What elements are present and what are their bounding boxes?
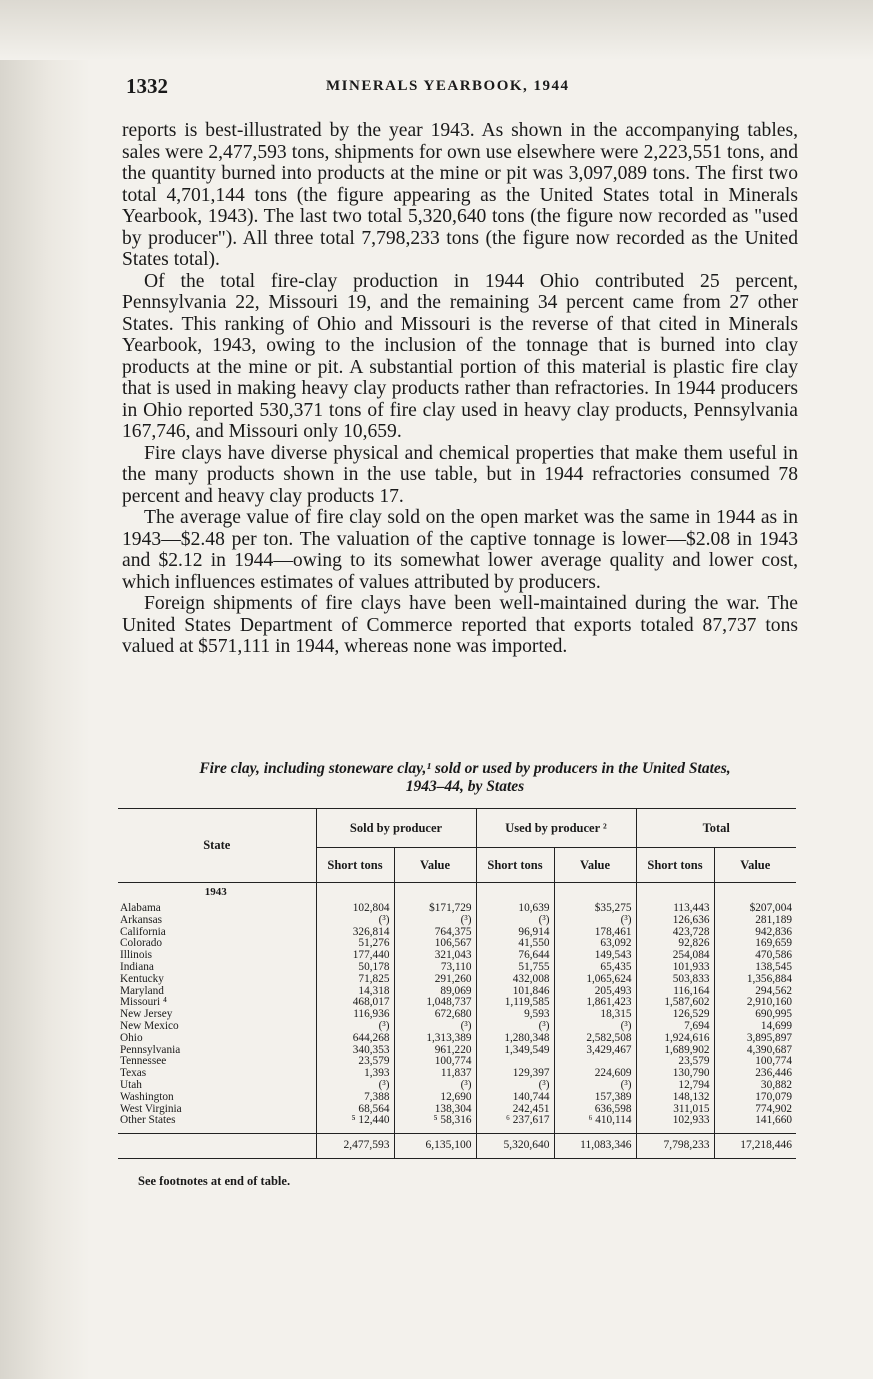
cell-total-value: 169,659: [714, 938, 796, 950]
cell-used-tons: 1,119,585: [476, 997, 554, 1009]
cell-sold-tons: 1,393: [316, 1068, 394, 1080]
cell-sold-value: 89,069: [394, 986, 476, 998]
cell-used-tons: 101,846: [476, 986, 554, 998]
cell-used-tons: 9,593: [476, 1009, 554, 1021]
state-name: New Jersey: [120, 1008, 173, 1021]
cell-used-tons: 10,639: [476, 903, 554, 915]
column-header-sold-tons: Short tons: [316, 848, 394, 883]
table-row: [118, 1033, 796, 1045]
page-number: 1332: [126, 74, 168, 98]
state-name: Pennsylvania: [120, 1043, 181, 1056]
cell-total-tons: 1,924,616: [636, 1033, 714, 1045]
table-row: [118, 974, 796, 986]
state-name: Colorado: [120, 937, 163, 950]
cell-used-tons: 41,550: [476, 938, 554, 950]
state-name: Washington: [120, 1090, 174, 1103]
state-name: Indiana: [120, 960, 154, 973]
cell-sold-value: $171,729: [394, 903, 476, 915]
state-name: Tennessee: [120, 1055, 167, 1068]
cell-total-tons: 148,132: [636, 1092, 714, 1104]
state-name: Missouri ⁴: [120, 996, 167, 1009]
cell-sold-tons: 177,440: [316, 950, 394, 962]
cell-used-value: 63,092: [554, 938, 636, 950]
cell-sold-tons: 51,276: [316, 938, 394, 950]
cell-used-tons: 1,349,549: [476, 1045, 554, 1057]
cell-total-value: 141,660: [714, 1115, 796, 1127]
column-header-state: State: [118, 809, 316, 883]
column-header-sold-value: Value: [394, 848, 476, 883]
state-name: Illinois: [120, 949, 153, 962]
cell-sold-value: (³): [394, 1021, 476, 1033]
cell-total-tons: 23,579: [636, 1056, 714, 1068]
cell-sold-value: 291,260: [394, 974, 476, 986]
column-group-used: Used by producer ²: [476, 809, 636, 848]
table-row: [118, 1092, 796, 1104]
cell-used-tons: 51,755: [476, 962, 554, 974]
total-total-tons: 7,798,233: [636, 1134, 714, 1159]
cell-total-value: 236,446: [714, 1068, 796, 1080]
cell-sold-value: ⁵ 58,316: [394, 1115, 476, 1127]
column-header-total-value: Value: [714, 848, 796, 883]
table-row: [118, 1021, 796, 1033]
cell-sold-value: 100,774: [394, 1056, 476, 1068]
state-name: Utah: [120, 1078, 142, 1091]
cell-total-value: 4,390,687: [714, 1045, 796, 1057]
cell-sold-value: (³): [394, 915, 476, 927]
state-name: Other States: [120, 1114, 176, 1127]
cell-sold-tons: 326,814: [316, 927, 394, 939]
cell-total-value: 942,836: [714, 927, 796, 939]
cell-total-tons: 101,933: [636, 962, 714, 974]
cell-total-value: 294,562: [714, 986, 796, 998]
cell-total-tons: 254,084: [636, 950, 714, 962]
table-row: [118, 1115, 796, 1127]
cell-sold-value: 106,567: [394, 938, 476, 950]
cell-total-tons: 113,443: [636, 903, 714, 915]
table-caption: [120, 760, 810, 796]
cell-used-tons: (³): [476, 915, 554, 927]
table-row: [118, 1080, 796, 1092]
cell-total-value: $207,004: [714, 903, 796, 915]
table-caption-line: 1943–44, by States: [405, 778, 525, 795]
total-used-value: 11,083,346: [554, 1134, 636, 1159]
state-name: Arkansas: [120, 913, 163, 926]
column-group-total: Total: [636, 809, 796, 848]
state-name: Ohio: [120, 1031, 143, 1044]
paragraph: The average value of fire clay sold on the open market was the same in 1944 as in 1943—$2.48 per ton. The valuation of the captive tonnage is lower—$2.08 in 1943 and $2.12 in 1944—owing to its somewhat lower average quality and lower cost, which influences estimates of values attributed by producers.: [122, 507, 798, 593]
cell-used-tons: 242,451: [476, 1104, 554, 1116]
cell-used-value: 18,315: [554, 1009, 636, 1021]
cell-used-value: (³): [554, 1021, 636, 1033]
cell-total-tons: 12,794: [636, 1080, 714, 1092]
cell-sold-tons: 7,388: [316, 1092, 394, 1104]
cell-used-tons: 140,744: [476, 1092, 554, 1104]
footnote-reference: See footnotes at end of table.: [138, 1174, 291, 1188]
column-header-used-tons: Short tons: [476, 848, 554, 883]
cell-total-value: 470,586: [714, 950, 796, 962]
table-caption-line: Fire clay, including stoneware clay,¹ sold or used by producers in the United States,: [199, 760, 731, 777]
journal-title: MINERALS YEARBOOK, 1944: [326, 78, 570, 94]
cell-total-tons: 116,164: [636, 986, 714, 998]
cell-sold-tons: 468,017: [316, 997, 394, 1009]
year-label: 1943: [204, 886, 227, 899]
cell-used-value: 178,461: [554, 927, 636, 939]
cell-sold-value: 138,304: [394, 1104, 476, 1116]
cell-sold-value: 961,220: [394, 1045, 476, 1057]
cell-sold-tons: 340,353: [316, 1045, 394, 1057]
column-header-used-value: Value: [554, 848, 636, 883]
cell-sold-value: 11,837: [394, 1068, 476, 1080]
body-text: [122, 120, 798, 658]
cell-used-value: 1,861,423: [554, 997, 636, 1009]
state-name: Texas: [120, 1067, 147, 1080]
cell-total-tons: 503,833: [636, 974, 714, 986]
cell-sold-value: 672,680: [394, 1009, 476, 1021]
cell-used-tons: 1,280,348: [476, 1033, 554, 1045]
state-name: Kentucky: [120, 972, 164, 985]
cell-total-value: 3,895,897: [714, 1033, 796, 1045]
cell-sold-tons: 68,564: [316, 1104, 394, 1116]
cell-total-value: 14,699: [714, 1021, 796, 1033]
cell-sold-tons: 102,804: [316, 903, 394, 915]
cell-used-value: 3,429,467: [554, 1045, 636, 1057]
cell-total-value: 138,545: [714, 962, 796, 974]
cell-total-tons: 423,728: [636, 927, 714, 939]
cell-sold-tons: 71,825: [316, 974, 394, 986]
cell-total-value: 281,189: [714, 915, 796, 927]
cell-total-value: 170,079: [714, 1092, 796, 1104]
state-name: Alabama: [120, 902, 161, 914]
state-name: West Virginia: [120, 1102, 182, 1115]
cell-total-tons: 130,790: [636, 1068, 714, 1080]
cell-total-tons: 92,826: [636, 938, 714, 950]
table-row: [118, 915, 796, 927]
cell-used-value: 157,389: [554, 1092, 636, 1104]
state-name: New Mexico: [120, 1019, 179, 1032]
state-name: Maryland: [120, 984, 164, 997]
cell-used-value: (³): [554, 915, 636, 927]
cell-total-value: 690,995: [714, 1009, 796, 1021]
cell-sold-tons: (³): [316, 915, 394, 927]
cell-sold-tons: 644,268: [316, 1033, 394, 1045]
table-body: [118, 883, 796, 1134]
cell-used-value: 1,065,624: [554, 974, 636, 986]
cell-used-tons: 432,008: [476, 974, 554, 986]
total-label: [118, 1134, 316, 1159]
total-sold-value: 6,135,100: [394, 1134, 476, 1159]
cell-total-tons: 1,587,602: [636, 997, 714, 1009]
state-name: California: [120, 925, 166, 938]
cell-total-value: 2,910,160: [714, 997, 796, 1009]
cell-sold-value: 73,110: [394, 962, 476, 974]
column-header-total-tons: Short tons: [636, 848, 714, 883]
cell-used-value: 224,609: [554, 1068, 636, 1080]
cell-sold-value: 321,043: [394, 950, 476, 962]
paragraph: reports is best-illustrated by the year 1943. As shown in the accompanying tables, sales were 2,477,593 tons, shipments for own use elsewhere were 2,223,551 tons, and the quantity burned into products at the mine or pit was 3,097,089 tons. The first two total 4,701,144 tons (the figure appearing as the United States total in Minerals Yearbook, 1943). The last two total 5,320,640 tons (the figure now recorded as "used by producer"). All three total 7,798,233 tons (the figure now recorded as the United States total).: [122, 120, 798, 270]
cell-total-tons: 1,689,902: [636, 1045, 714, 1057]
cell-used-value: $35,275: [554, 903, 636, 915]
column-group-sold: Sold by producer: [316, 809, 476, 848]
cell-used-tons: ⁶ 237,617: [476, 1115, 554, 1127]
cell-used-value: 2,582,508: [554, 1033, 636, 1045]
total-total-value: 17,218,446: [714, 1134, 796, 1159]
cell-total-tons: 126,636: [636, 915, 714, 927]
cell-used-tons: (³): [476, 1021, 554, 1033]
paragraph: Of the total fire-clay production in 1944 Ohio contributed 25 percent, Pennsylvania 22, Missouri 19, and the remaining 34 percent came from 27 other States. This ranking of Ohio and Missouri is the reverse of that cited in Minerals Yearbook, 1943, owing to the inclusion of the tonnage that is burned into clay products at the mine or pit. A substantial portion of this material is plastic fire clay that is used in making heavy clay products rather than refractories. In 1944 producers in Ohio reported 530,371 tons of fire clay used in heavy clay products, Pennsylvania 167,746, and Missouri only 10,659.: [122, 270, 798, 442]
cell-sold-tons: 50,178: [316, 962, 394, 974]
cell-sold-value: 1,313,389: [394, 1033, 476, 1045]
table-row: [118, 962, 796, 974]
cell-sold-tons: 116,936: [316, 1009, 394, 1021]
cell-sold-tons: ⁵ 12,440: [316, 1115, 394, 1127]
cell-sold-value: (³): [394, 1080, 476, 1092]
cell-sold-tons: 23,579: [316, 1056, 394, 1068]
cell-used-value: 149,543: [554, 950, 636, 962]
running-head: [126, 74, 816, 100]
table-container: [118, 808, 796, 1159]
total-sold-tons: 2,477,593: [316, 1134, 394, 1159]
cell-used-tons: (³): [476, 1080, 554, 1092]
cell-sold-tons: 14,318: [316, 986, 394, 998]
cell-used-value: 636,598: [554, 1104, 636, 1116]
cell-total-value: 30,882: [714, 1080, 796, 1092]
paragraph: Foreign shipments of fire clays have been well-maintained during the war. The United States Department of Commerce reported that exports totaled 87,737 tons valued at $571,111 in 1944, whereas none was imported.: [122, 593, 798, 657]
year-row: [118, 883, 796, 904]
cell-used-tons: 96,914: [476, 927, 554, 939]
cell-used-tons: 129,397: [476, 1068, 554, 1080]
total-used-tons: 5,320,640: [476, 1134, 554, 1159]
cell-sold-tons: (³): [316, 1021, 394, 1033]
cell-used-value: ⁶ 410,114: [554, 1115, 636, 1127]
cell-used-value: 205,493: [554, 986, 636, 998]
cell-total-tons: 311,015: [636, 1104, 714, 1116]
cell-total-value: 1,356,884: [714, 974, 796, 986]
cell-used-tons: 76,644: [476, 950, 554, 962]
cell-total-value: 774,902: [714, 1104, 796, 1116]
fire-clay-table: [118, 808, 796, 1159]
paragraph: Fire clays have diverse physical and chemical properties that make them useful in the many products shown in the use table, but in 1944 refractories consumed 78 percent and heavy clay products 17.: [122, 442, 798, 507]
cell-sold-value: 764,375: [394, 927, 476, 939]
cell-used-value: 65,435: [554, 962, 636, 974]
cell-used-value: (³): [554, 1080, 636, 1092]
cell-total-tons: 102,933: [636, 1115, 714, 1127]
cell-total-tons: 126,529: [636, 1009, 714, 1021]
cell-sold-value: 1,048,737: [394, 997, 476, 1009]
total-row: [118, 1134, 796, 1159]
cell-sold-value: 12,690: [394, 1092, 476, 1104]
cell-total-value: 100,774: [714, 1056, 796, 1068]
cell-total-tons: 7,694: [636, 1021, 714, 1033]
cell-sold-tons: (³): [316, 1080, 394, 1092]
